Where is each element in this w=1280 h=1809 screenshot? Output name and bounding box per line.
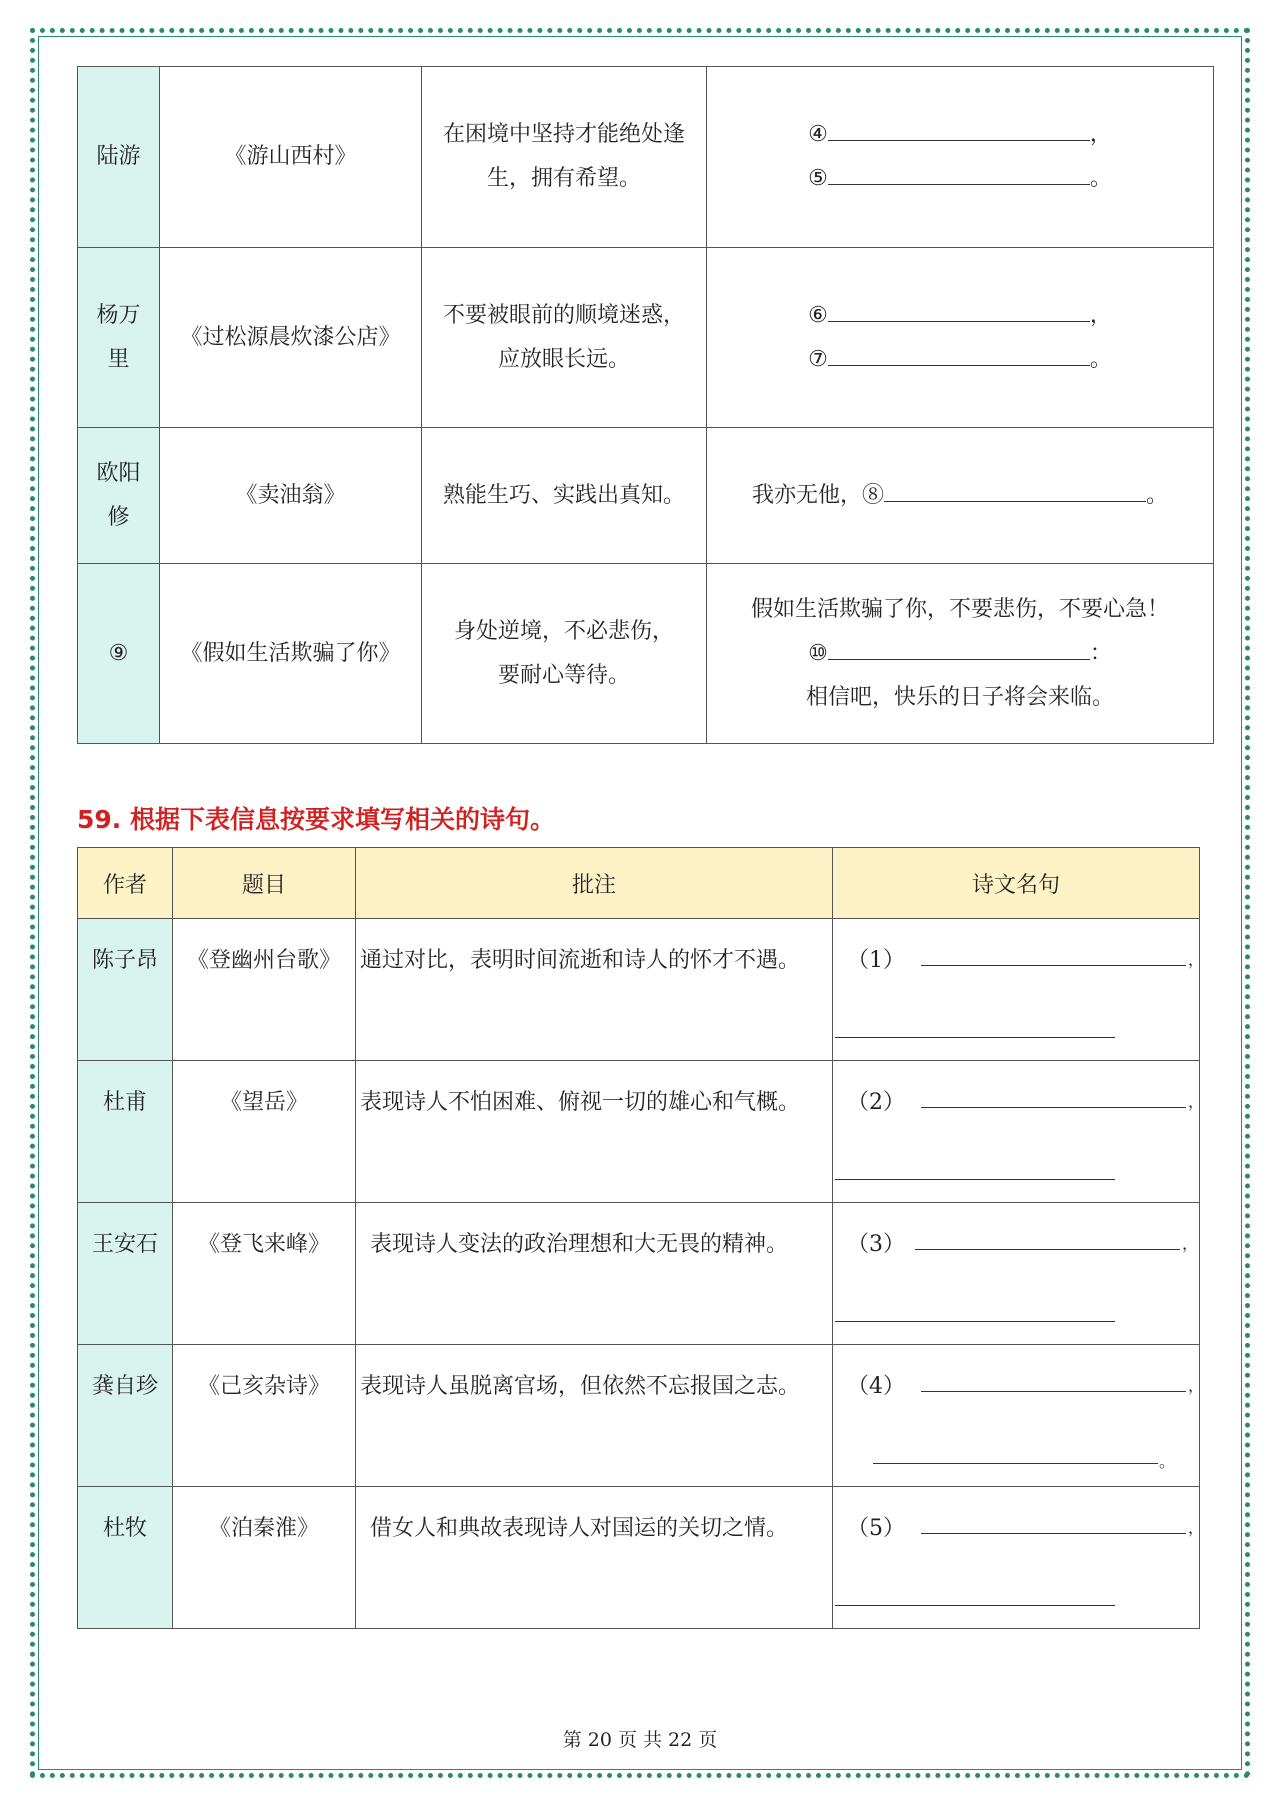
author-line: 修: [107, 504, 130, 530]
answer-cell: [707, 428, 1214, 564]
blank-number: （1）: [847, 948, 905, 973]
author-cell: 王安石: [78, 1203, 173, 1345]
answer-blank[interactable]: [884, 479, 1146, 502]
answer-blank[interactable]: [828, 118, 1090, 141]
answer-blank[interactable]: [835, 1605, 1115, 1606]
answer-cell: [833, 1345, 1205, 1487]
table-row: [78, 919, 1200, 1061]
poem-line: 假如生活欺骗了你，不要悲伤，不要心急！: [750, 596, 1169, 622]
answer-blank[interactable]: [835, 1179, 1115, 1180]
answer-blank[interactable]: [828, 637, 1090, 660]
punctuation: ，: [1188, 950, 1205, 969]
answer-blank[interactable]: [873, 1463, 1158, 1464]
question-title: [77, 800, 555, 836]
answer-prefix: 我亦无他，⑧: [751, 482, 884, 508]
title-cell: 《卖油翁》: [160, 428, 422, 564]
note-cell: 表现诗人变法的政治理想和大无畏的精神。: [356, 1203, 833, 1345]
meaning-cell: [422, 248, 707, 428]
meaning-cell: [422, 67, 707, 248]
author-line: 杨万: [96, 302, 141, 328]
punctuation: ，: [1188, 1376, 1205, 1395]
meaning-cell: [422, 564, 707, 744]
answer-line: [707, 338, 1213, 382]
punctuation: 。: [1089, 346, 1112, 372]
table-header-row: [78, 848, 1200, 919]
answer-cell: [707, 564, 1214, 744]
header-quote: 诗文名句: [833, 848, 1200, 919]
answer-blank[interactable]: [915, 1249, 1180, 1250]
answer-line: [707, 632, 1213, 676]
table-row: [78, 248, 1214, 428]
author-cell: [78, 248, 160, 428]
question-number: 59.: [77, 805, 122, 834]
note-cell: 借女人和典故表现诗人对国运的关切之情。: [356, 1487, 833, 1629]
answer-cell: [707, 248, 1214, 428]
punctuation: 。: [1159, 1452, 1176, 1471]
answer-line: [707, 113, 1213, 157]
punctuation: ，: [1188, 1518, 1205, 1537]
answer-blank[interactable]: [921, 1391, 1186, 1392]
answer-line: [707, 157, 1213, 201]
author-cell: 陈子昂: [78, 919, 173, 1061]
title-cell: 《游山西村》: [160, 67, 422, 248]
poem-table-2: [77, 847, 1205, 1629]
meaning-line: 要耐心等待。: [497, 662, 630, 688]
answer-blank[interactable]: [828, 162, 1090, 185]
meaning-line: 在困境中坚持才能绝处逢: [442, 122, 685, 147]
answer-blank[interactable]: [828, 299, 1090, 322]
answer-blank[interactable]: [921, 1107, 1186, 1108]
question-text: 根据下表信息按要求填写相关的诗句。: [130, 805, 556, 834]
answer-blank[interactable]: [921, 1533, 1186, 1534]
answer-blank[interactable]: [921, 965, 1186, 966]
meaning-line: 应放眼长远。: [497, 346, 630, 372]
blank-number: ④: [808, 122, 828, 147]
meaning-line: 不要被眼前的顺境迷惑，: [442, 302, 685, 328]
table-row: [78, 564, 1214, 744]
blank-number: （3）: [847, 1232, 905, 1257]
punctuation: ，: [1188, 1092, 1205, 1111]
table-row: [78, 67, 1214, 248]
punctuation: ，: [1089, 302, 1112, 328]
page-footer: 第 20 页 共 22 页: [562, 1729, 718, 1751]
punctuation: ，: [1089, 122, 1112, 147]
note-cell: 通过对比，表明时间流逝和诗人的怀才不遇。: [356, 919, 833, 1061]
answer-cell: [833, 1203, 1200, 1345]
title-cell: 《望岳》: [173, 1061, 356, 1203]
header-author: 作者: [78, 848, 173, 919]
meaning-cell: 熟能生巧、实践出真知。: [422, 428, 707, 564]
punctuation: ，: [1182, 1234, 1199, 1253]
table-row: [78, 428, 1214, 564]
header-note: 批注: [356, 848, 833, 919]
author-cell: ⑨: [78, 564, 160, 744]
table-row: [78, 1345, 1200, 1487]
punctuation: 。: [1146, 482, 1169, 508]
table-row: [78, 1061, 1200, 1203]
answer-cell: [833, 1061, 1205, 1203]
header-title: 题目: [173, 848, 356, 919]
blank-number: （2）: [847, 1090, 905, 1115]
author-cell: 杜牧: [78, 1487, 173, 1629]
blank-number: ⑤: [808, 166, 828, 191]
answer-blank[interactable]: [835, 1037, 1115, 1038]
answer-line: [707, 294, 1213, 338]
meaning-line: 身处逆境，不必悲伤，: [453, 618, 674, 644]
author-cell: 陆游: [78, 67, 160, 248]
title-cell: 《泊秦淮》: [173, 1487, 356, 1629]
author-cell: 龚自珍: [78, 1345, 173, 1487]
answer-cell: [707, 67, 1214, 248]
blank-number: ⑦: [808, 346, 828, 372]
blank-number: ⑥: [808, 302, 828, 328]
title-cell: 《己亥杂诗》: [173, 1345, 356, 1487]
punctuation: 。: [1089, 166, 1112, 191]
table-row: [78, 1203, 1200, 1345]
poem-line: 相信吧，快乐的日子将会来临。: [805, 684, 1114, 710]
note-cell: 表现诗人虽脱离官场，但依然不忘报国之志。: [356, 1345, 833, 1487]
answer-cell: [833, 919, 1205, 1061]
author-line: 欧阳: [96, 460, 141, 486]
poem-table-1: [77, 66, 1214, 744]
title-cell: 《登飞来峰》: [173, 1203, 356, 1345]
title-cell: 《过松源晨炊漆公店》: [160, 248, 422, 428]
punctuation: ：: [1089, 640, 1112, 666]
note-cell: 表现诗人不怕困难、俯视一切的雄心和气概。: [356, 1061, 833, 1203]
author-cell: [78, 428, 160, 564]
title-cell: 《登幽州台歌》: [173, 919, 356, 1061]
answer-cell: [833, 1487, 1205, 1629]
answer-blank[interactable]: [828, 343, 1090, 366]
answer-blank[interactable]: [835, 1321, 1115, 1322]
meaning-line: 生，拥有希望。: [486, 166, 641, 191]
author-line: 里: [107, 346, 130, 372]
blank-number: ⑩: [808, 640, 828, 666]
blank-number: （5）: [847, 1516, 905, 1541]
table-row: [78, 1487, 1200, 1629]
blank-number: （4）: [847, 1374, 905, 1399]
title-cell: 《假如生活欺骗了你》: [160, 564, 422, 744]
author-cell: 杜甫: [78, 1061, 173, 1203]
